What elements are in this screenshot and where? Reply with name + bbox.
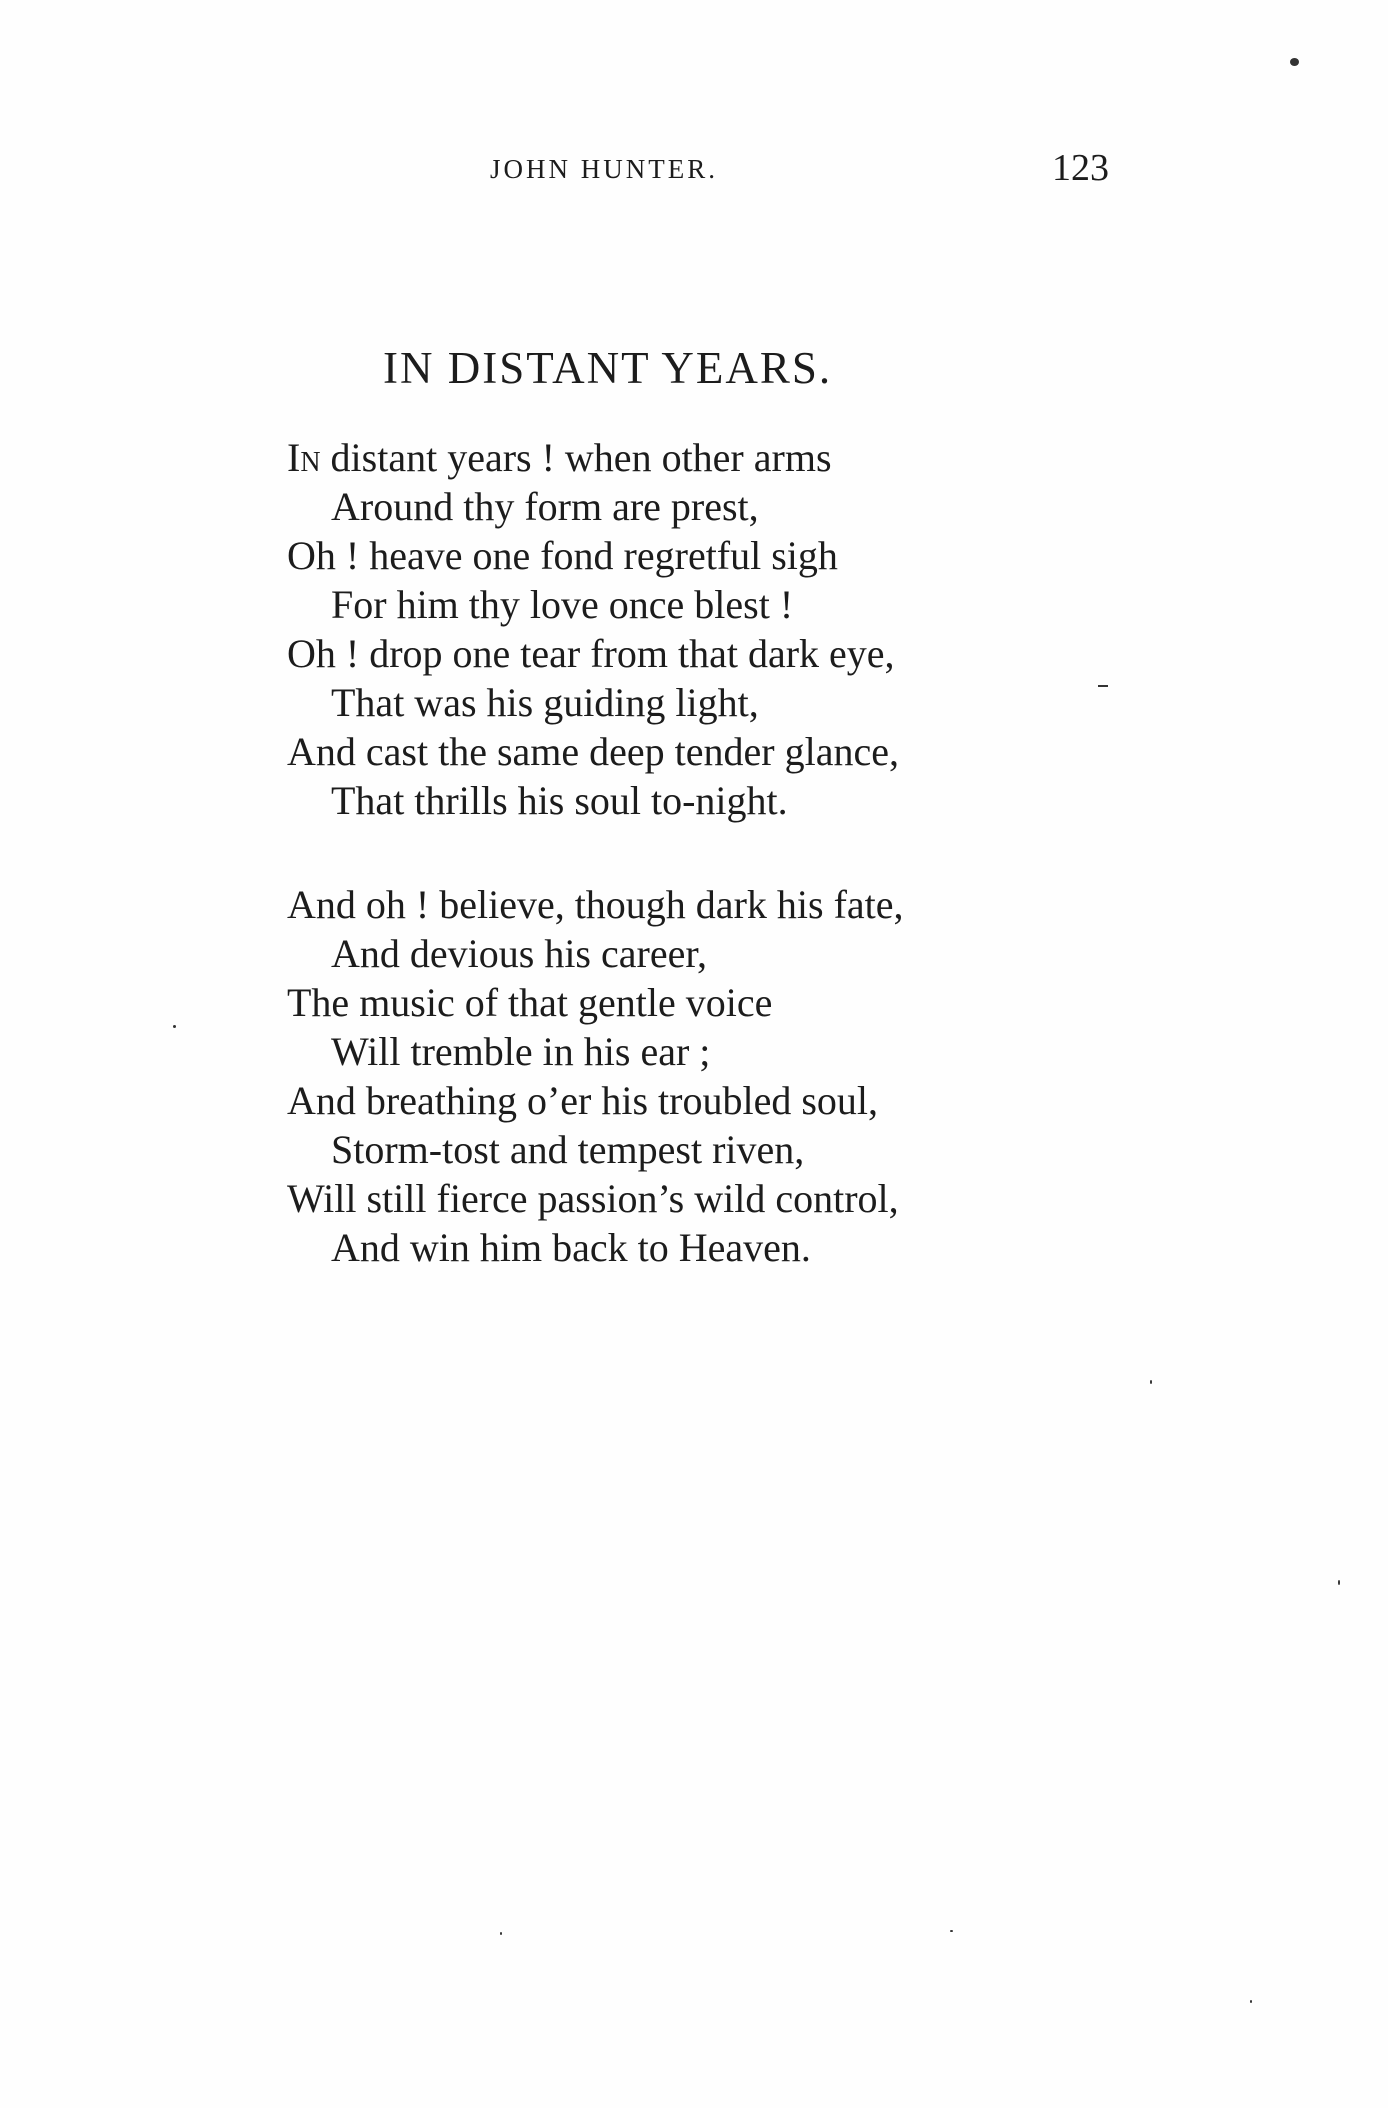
poem-line: And cast the same deep tender glance, [287, 729, 899, 774]
poem-line: Storm-tost and tempest riven, [331, 1127, 805, 1172]
print-speck [950, 1930, 953, 1932]
stanza-2 [287, 880, 1047, 1272]
poem-line: The music of that gentle voice [287, 980, 773, 1025]
line-text: distant years ! when other arms [320, 435, 832, 480]
stanza-1 [287, 433, 1047, 825]
print-speck [1290, 58, 1299, 66]
running-head [0, 147, 1388, 190]
print-speck [1150, 1380, 1152, 1384]
print-speck [173, 1025, 176, 1028]
running-title: JOHN HUNTER. [490, 154, 718, 184]
poem-line: And devious his career, [331, 931, 708, 976]
print-speck [500, 1932, 502, 1935]
poem-line: For him thy love once blest ! [331, 582, 794, 627]
print-speck [1338, 1580, 1340, 1585]
poem-line: Will tremble in his ear ; [331, 1029, 711, 1074]
poem-line: Will still fierce passion’s wild control, [287, 1176, 899, 1221]
page-number: 123 [1052, 147, 1109, 189]
print-speck [1250, 2000, 1252, 2003]
poem-line [287, 433, 1047, 482]
poem-line: Oh ! heave one fond regretful sigh [287, 533, 838, 578]
poem-line: That thrills his soul to-night. [331, 778, 788, 823]
poem-line: Oh ! drop one tear from that dark eye, [287, 631, 895, 676]
print-speck [1098, 685, 1108, 687]
poem-title: IN DISTANT YEARS. [383, 343, 833, 393]
poem-line: That was his guiding light, [331, 680, 759, 725]
poem-line: And oh ! believe, though dark his fate, [287, 882, 904, 927]
drop-cap: In [287, 435, 321, 480]
poem-line: And win him back to Heaven. [331, 1225, 811, 1270]
poem-line: And breathing o’er his troubled soul, [287, 1078, 878, 1123]
poem-line: Around thy form are prest, [331, 484, 759, 529]
